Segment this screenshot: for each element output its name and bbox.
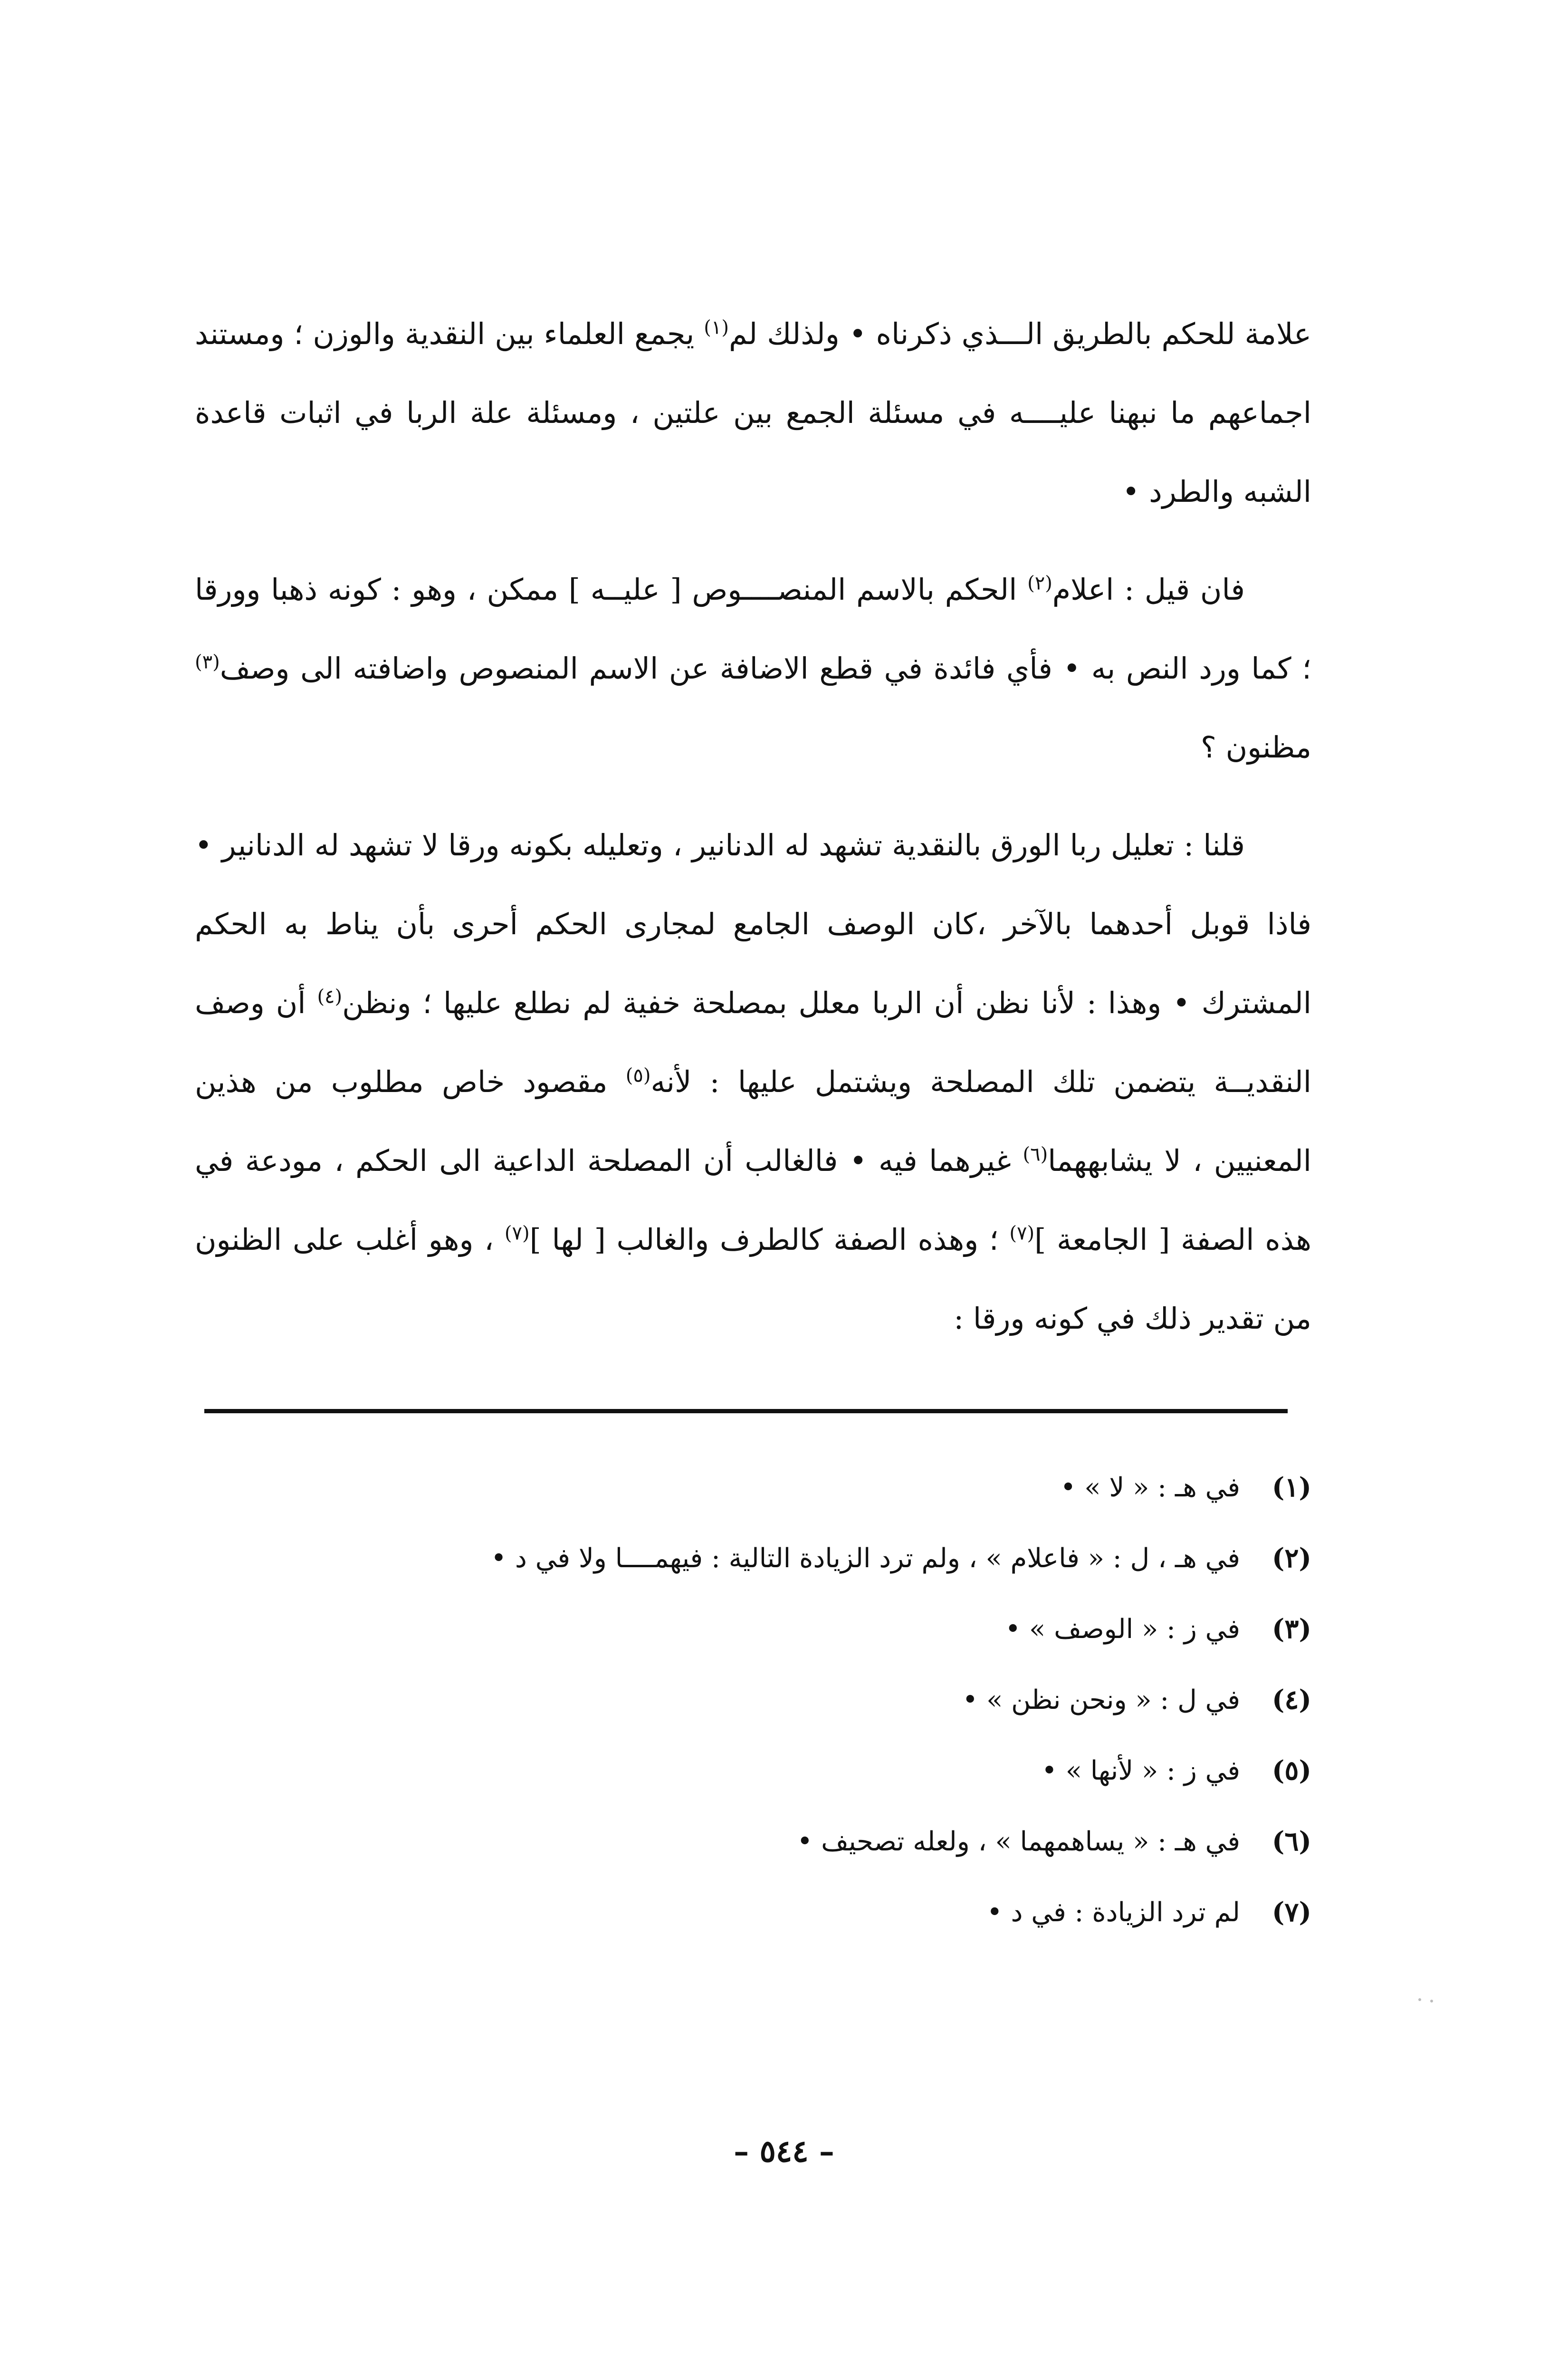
- footnote-number: (١): [1272, 1472, 1311, 1503]
- footnote-number: (٥): [1272, 1755, 1311, 1786]
- paragraph-3-text-4: غيرهما فيه • فالغالب أن المصلحة الداعية الى الحكم ، مودعة في هذه الصفة [ الجامعة ]: [195, 1143, 1311, 1257]
- paragraph-3-text: قلنا : تعليل ربا الورق بالنقدية تشهد له الدنانير ، وتعليله بكونه ورقا لا تشهد له الدنانير • فاذا قوبل أحدهما بالآخر ،كان الوصف الجامع لمجارى الحكم أحرى بأن يناط به الحكم المشترك • وهذا : لأنا نظن أن الربا معلل بمصلحة خفية لم نطلع عليها ؛ ونظن: [195, 828, 1311, 1020]
- paragraph-2-text-end: مظنون ؟: [1201, 730, 1311, 765]
- footnote-3: [195, 1605, 1311, 1653]
- paragraph-3: [195, 806, 1311, 1358]
- paragraph-3-text-6: ، وهو أغلب على الظنون من تقدير ذلك في كونه ورقا :: [195, 1222, 1311, 1336]
- footnote-text: في هـ : « لا » •: [1060, 1472, 1240, 1503]
- footnote-text: في هـ ، ل : « فاعلام » ، ولم ترد الزيادة التالية : فيهمــــا ولا في د •: [491, 1543, 1240, 1574]
- footnote-1: [195, 1464, 1311, 1512]
- footnote-4: [195, 1676, 1311, 1724]
- scan-speck: [1430, 2000, 1433, 2002]
- footnote-ref-3: (٣): [195, 651, 220, 673]
- footnote-ref-4: (٤): [317, 986, 343, 1008]
- paragraph-1-text: علامة للحكم بالطريق الـــذي ذكرناه • ولذلك لم: [729, 316, 1311, 351]
- paragraph-3-text-2: أن وصف النقديــة يتضمن تلك المصلحة ويشتمل عليها : لأنه: [195, 986, 1311, 1099]
- footnote-7: [195, 1888, 1311, 1936]
- footnote-2: [195, 1534, 1311, 1582]
- footnote-text: لم ترد الزيادة : في د •: [986, 1897, 1240, 1928]
- paragraph-1-text-cont: يجمع العلماء بين النقدية والوزن ؛ ومستند اجماعهم ما نبهنا عليــــه في مسئلة الجمع بين علتين ، ومسئلة علة الربا في اثبات قاعدة الشبه والطرد •: [195, 316, 1311, 509]
- footnote-number: (٧): [1272, 1897, 1311, 1928]
- footnote-ref-7a: (٧): [1009, 1222, 1035, 1245]
- footnote-number: (٣): [1272, 1613, 1311, 1645]
- footnote-number: (٢): [1272, 1542, 1311, 1574]
- paragraph-2: [195, 550, 1311, 787]
- footnote-number: (٦): [1272, 1826, 1311, 1857]
- footnote-divider: [204, 1409, 1288, 1413]
- footnote-ref-5: (٥): [625, 1064, 651, 1087]
- footnote-5: [195, 1747, 1311, 1795]
- footnotes-block: [195, 1464, 1311, 1959]
- footnote-ref-1: (١): [704, 316, 729, 339]
- paragraph-3-text-5: ؛ وهذه الصفة كالطرف والغالب [ لها ]: [529, 1222, 1010, 1257]
- paragraph-3-text-3: مقصود خاص مطلوب من هذين المعنيين ، لا يشابههما: [195, 1064, 1311, 1178]
- main-text-block: [195, 295, 1311, 1358]
- paragraph-2-text-cont: الحكم بالاسم المنصــــوص [ عليــه ] ممكن ، وهو : كونه ذهبا وورقا ؛ كما ورد النص به • فأي فائدة في قطع الاضافة عن الاسم المنصوص واضافته الى وصف: [195, 572, 1311, 686]
- footnote-text: في ل : « ونحن نظن » •: [962, 1685, 1240, 1715]
- footnote-text: في ز : « لأنها » •: [1041, 1755, 1240, 1786]
- paragraph-1: [195, 295, 1311, 531]
- scan-speck: [1418, 1998, 1421, 2001]
- footnote-text: في هـ : « يساهمهما » ، ولعله تصحيف •: [797, 1826, 1240, 1857]
- paragraph-2-text: فان قيل : اعلام: [1052, 572, 1245, 607]
- page-number: – ٥٤٤ –: [734, 2134, 834, 2169]
- footnote-6: [195, 1818, 1311, 1866]
- footnote-ref-6: (٦): [1023, 1143, 1048, 1166]
- footnote-ref-7b: (٧): [504, 1222, 530, 1245]
- footnote-number: (٤): [1272, 1684, 1311, 1715]
- footnote-ref-2: (٢): [1027, 572, 1052, 594]
- footnote-text: في ز : « الوصف » •: [1005, 1614, 1240, 1645]
